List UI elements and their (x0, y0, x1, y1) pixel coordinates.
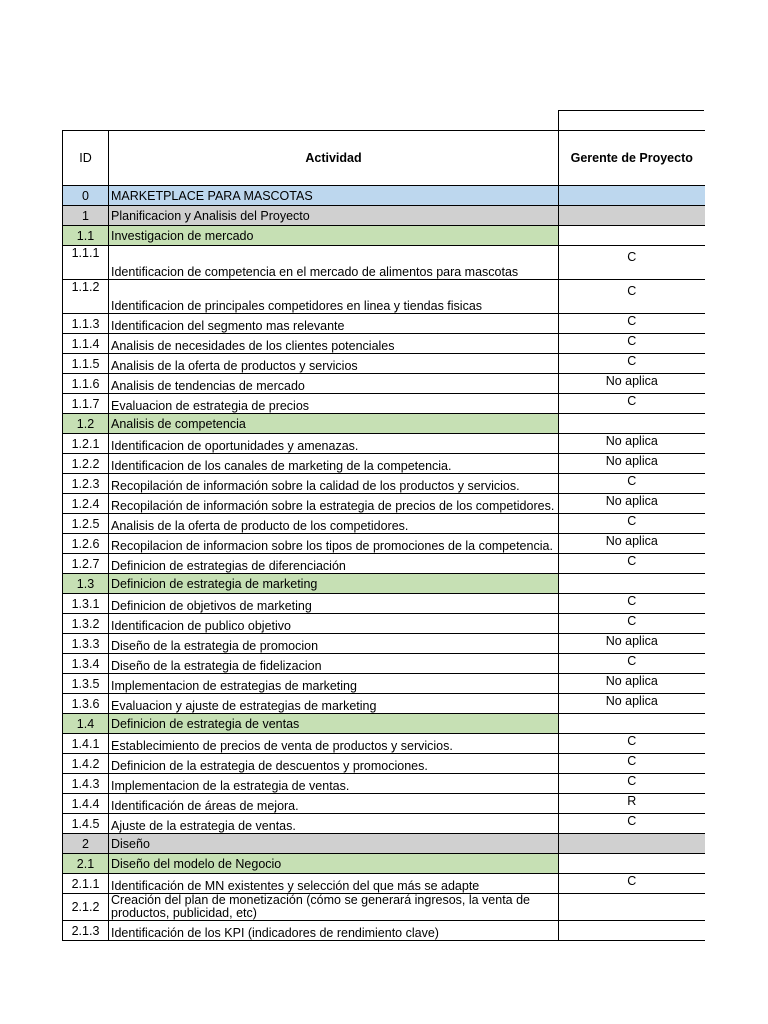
row-activity: Implementacion de estrategias de marketing (109, 674, 559, 694)
row-id: 1.3.5 (63, 674, 109, 694)
row-activity: Ajuste de la estrategia de ventas. (109, 814, 559, 834)
row-activity: Creación del plan de monetización (cómo se generará ingresos, la venta de productos, publicidad, etc) (109, 894, 559, 921)
row-responsibility: C (559, 394, 705, 414)
row-activity: Definicion de estrategia de marketing (109, 574, 559, 594)
row-activity: Planificacion y Analisis del Proyecto (109, 206, 559, 226)
row-responsibility: C (559, 334, 705, 354)
row-id: 1.1.2 (63, 280, 109, 314)
row-activity: Evaluacion de estrategia de precios (109, 394, 559, 414)
row-id: 2.1.2 (63, 894, 109, 921)
table-row (63, 414, 705, 434)
row-responsibility: C (559, 774, 705, 794)
row-activity: Identificacion de competencia en el mercado de alimentos para mascotas (109, 246, 559, 280)
table-row (63, 874, 705, 894)
row-id: 1.2 (63, 414, 109, 434)
manager-column-header: Gerente de Proyecto (559, 131, 705, 186)
row-id: 1.2.3 (63, 474, 109, 494)
row-responsibility: C (559, 354, 705, 374)
row-activity: Diseño (109, 834, 559, 854)
row-activity: Identificación de los KPI (indicadores de rendimiento clave) (109, 921, 559, 941)
row-responsibility (559, 226, 705, 246)
row-activity: Definicion de la estrategia de descuentos y promociones. (109, 754, 559, 774)
table-row (63, 794, 705, 814)
row-activity: Identificación de áreas de mejora. (109, 794, 559, 814)
row-id: 1.1.3 (63, 314, 109, 334)
row-responsibility: No aplica (559, 634, 705, 654)
row-responsibility: C (559, 594, 705, 614)
row-activity: Definicion de estrategia de ventas (109, 714, 559, 734)
row-activity: Evaluacion y ajuste de estrategias de marketing (109, 694, 559, 714)
row-id: 1.4.4 (63, 794, 109, 814)
table-row (63, 554, 705, 574)
row-responsibility: No aplica (559, 494, 705, 514)
row-activity: Identificacion del segmento mas relevante (109, 314, 559, 334)
table-row (63, 674, 705, 694)
row-responsibility: C (559, 814, 705, 834)
row-id: 2.1.1 (63, 874, 109, 894)
row-id: 1.4.5 (63, 814, 109, 834)
row-id: 1.4 (63, 714, 109, 734)
table-row (63, 734, 705, 754)
row-responsibility: C (559, 514, 705, 534)
row-id: 1.4.1 (63, 734, 109, 754)
row-activity: MARKETPLACE PARA MASCOTAS (109, 186, 559, 206)
row-activity: Diseño de la estrategia de promocion (109, 634, 559, 654)
row-responsibility (559, 414, 705, 434)
row-responsibility: C (559, 474, 705, 494)
header-row (63, 131, 705, 186)
row-responsibility: C (559, 874, 705, 894)
table-row (63, 921, 705, 941)
row-responsibility: C (559, 654, 705, 674)
row-responsibility: C (559, 246, 705, 280)
table-row (63, 714, 705, 734)
table-row (63, 834, 705, 854)
row-activity: Analisis de tendencias de mercado (109, 374, 559, 394)
table-row (63, 280, 705, 314)
row-id: 1.1.1 (63, 246, 109, 280)
table-row (63, 354, 705, 374)
id-column-header: ID (63, 131, 109, 186)
row-id: 1.3.4 (63, 654, 109, 674)
row-activity: Recopilación de información sobre la calidad de los productos y servicios. (109, 474, 559, 494)
row-activity: Establecimiento de precios de venta de productos y servicios. (109, 734, 559, 754)
table-row (63, 394, 705, 414)
row-id: 2.1 (63, 854, 109, 874)
row-id: 1.2.7 (63, 554, 109, 574)
row-id: 1.2.5 (63, 514, 109, 534)
table-row (63, 534, 705, 554)
row-responsibility (559, 206, 705, 226)
table-row (63, 474, 705, 494)
row-activity: Identificacion de publico objetivo (109, 614, 559, 634)
row-id: 1.3.2 (63, 614, 109, 634)
row-activity: Definicion de objetivos de marketing (109, 594, 559, 614)
table-row (63, 574, 705, 594)
row-activity: Recopilacion de informacion sobre los tipos de promociones de la competencia. (109, 534, 559, 554)
table-row (63, 774, 705, 794)
row-id: 1.1.6 (63, 374, 109, 394)
row-id: 1.2.2 (63, 454, 109, 474)
row-activity: Identificacion de los canales de marketing de la competencia. (109, 454, 559, 474)
row-activity: Recopilación de información sobre la estrategia de precios de los competidores. (109, 494, 559, 514)
row-responsibility (559, 894, 705, 921)
row-activity: Diseño de la estrategia de fidelizacion (109, 654, 559, 674)
table-row (63, 514, 705, 534)
row-id: 1 (63, 206, 109, 226)
row-responsibility: No aplica (559, 454, 705, 474)
row-responsibility: No aplica (559, 374, 705, 394)
table-row (63, 894, 705, 921)
row-activity: Implementacion de la estrategia de ventas. (109, 774, 559, 794)
row-id: 2.1.3 (63, 921, 109, 941)
row-id: 1.1.7 (63, 394, 109, 414)
row-activity: Analisis de necesidades de los clientes potenciales (109, 334, 559, 354)
row-responsibility: C (559, 314, 705, 334)
table-row (63, 634, 705, 654)
table-row (63, 814, 705, 834)
row-responsibility: C (559, 734, 705, 754)
row-responsibility: C (559, 614, 705, 634)
row-activity: Identificación de MN existentes y selección del que más se adapte (109, 874, 559, 894)
row-responsibility (559, 186, 705, 206)
row-activity: Analisis de competencia (109, 414, 559, 434)
row-id: 1.1 (63, 226, 109, 246)
row-activity: Investigacion de mercado (109, 226, 559, 246)
table-row (63, 694, 705, 714)
row-id: 1.4.3 (63, 774, 109, 794)
row-id: 1.2.1 (63, 434, 109, 454)
activity-column-header: Actividad (109, 131, 559, 186)
row-responsibility (559, 921, 705, 941)
row-id: 1.3 (63, 574, 109, 594)
row-responsibility: No aplica (559, 674, 705, 694)
row-id: 1.4.2 (63, 754, 109, 774)
table-row (63, 654, 705, 674)
table-row (63, 334, 705, 354)
row-id: 1.1.4 (63, 334, 109, 354)
row-responsibility: C (559, 754, 705, 774)
wbs-raci-table (62, 130, 705, 941)
row-responsibility: No aplica (559, 434, 705, 454)
table-row (63, 614, 705, 634)
table-row (63, 454, 705, 474)
table-row (63, 594, 705, 614)
table-row (63, 314, 705, 334)
row-activity: Diseño del modelo de Negocio (109, 854, 559, 874)
table-row (63, 854, 705, 874)
row-responsibility (559, 574, 705, 594)
row-responsibility: No aplica (559, 694, 705, 714)
row-responsibility (559, 834, 705, 854)
table-row (63, 246, 705, 280)
row-responsibility: R (559, 794, 705, 814)
row-id: 1.3.6 (63, 694, 109, 714)
row-activity: Identificacion de oportunidades y amenazas. (109, 434, 559, 454)
row-responsibility: No aplica (559, 534, 705, 554)
table-row (63, 434, 705, 454)
row-activity: Analisis de la oferta de producto de los competidores. (109, 514, 559, 534)
table-row (63, 754, 705, 774)
header-top-cell (558, 110, 704, 131)
table-row (63, 494, 705, 514)
table-row (63, 206, 705, 226)
row-responsibility (559, 854, 705, 874)
row-activity: Analisis de la oferta de productos y servicios (109, 354, 559, 374)
row-id: 1.2.6 (63, 534, 109, 554)
table-body (63, 186, 705, 941)
row-activity: Identificacion de principales competidores en linea y tiendas fisicas (109, 280, 559, 314)
row-activity: Definicion de estrategias de diferenciación (109, 554, 559, 574)
row-id: 1.3.3 (63, 634, 109, 654)
table-row (63, 186, 705, 206)
row-responsibility: C (559, 554, 705, 574)
row-id: 0 (63, 186, 109, 206)
row-responsibility (559, 714, 705, 734)
row-id: 1.3.1 (63, 594, 109, 614)
table-row (63, 374, 705, 394)
row-id: 2 (63, 834, 109, 854)
row-responsibility: C (559, 280, 705, 314)
row-id: 1.1.5 (63, 354, 109, 374)
row-id: 1.2.4 (63, 494, 109, 514)
table-row (63, 226, 705, 246)
